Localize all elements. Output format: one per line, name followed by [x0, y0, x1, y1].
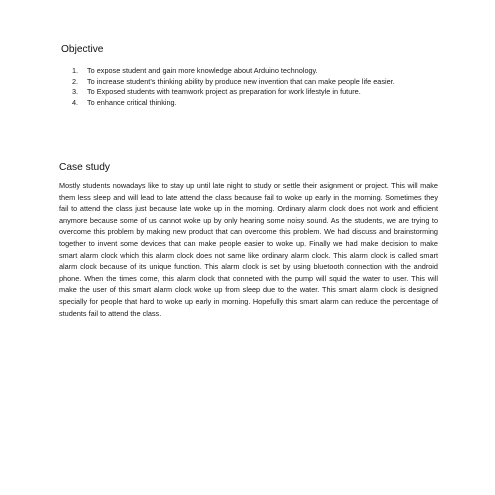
objective-item-2	[72, 77, 442, 88]
case-study-heading: Case study	[59, 162, 110, 173]
list-item-text: To enhance critical thinking.	[87, 97, 177, 107]
objective-item-4	[72, 98, 442, 109]
objective-item-3	[72, 87, 442, 98]
objective-item-1	[72, 66, 442, 77]
objective-heading: Objective	[61, 44, 104, 55]
list-item-text: To expose student and gain more knowledge about Arduino technology.	[87, 66, 318, 75]
list-number: 3.	[72, 87, 79, 97]
list-number: 2.	[72, 76, 79, 86]
list-number: 4.	[72, 97, 79, 107]
list-item-text: To increase student’s thinking ability by produce new invention that can make people life easier.	[87, 76, 395, 86]
list-number: 1.	[72, 66, 79, 75]
objective-list	[72, 66, 442, 108]
list-item-text: To Exposed students with teamwork project as preparation for work lifestyle in future.	[87, 87, 361, 97]
case-study-paragraph: Mostly students nowadays like to stay up until late night to study or settle their asignment or project. This will make them less sleep and will lead to late attend the class because fail to woke up early in the morning. Sometimes they fail to attend the class just because late woke up in the morning. Ordinary alarm clock does not work and efficient anymore because some of us cannot woke up by only hearing some noisy sound. As the students, we are trying to overcome this problem by making new product that can overcome this problem. We had discuss and brainstorming together to invent some devices that can make people easier to woke up. Finally we had make decision to make smart alarm clock which this alarm clock does not same like ordinary alarm clock. This alarm clock is called smart alarm clock because of its unique function. This alarm clock is set by using bluetooth connection with the android phone. When the times come, this alarm clock that conneted with the pump will squid the water to user. This will make the user of this smart alarm clock woke up from sleep due to the water. This smart alarm clock is designed specially for people that hard to woke up early in morning. Hopefully this smart alarm can reduce the percentage of students fail to attend the class.	[59, 181, 438, 318]
